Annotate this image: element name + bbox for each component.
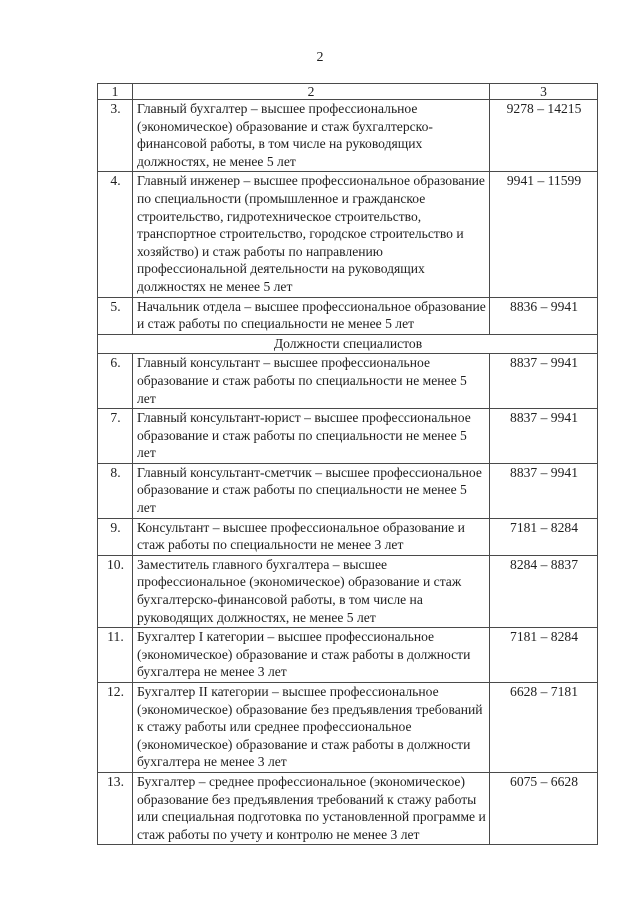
position-description: Главный бухгалтер – высшее профессиональное (экономическое) образование и стаж бухгалтерско-финансовой работы, в том числе на руководящих должностях, не менее 5 лет (133, 100, 490, 172)
row-number: 10. (98, 555, 133, 627)
table-row (98, 555, 598, 627)
position-description: Заместитель главного бухгалтера – высшее профессиональное (экономическое) образование и стаж бухгалтерско-финансовой работы, в том числе на руководящих должностях, не менее 5 лет (133, 555, 490, 627)
table-row (98, 297, 598, 334)
table-row (98, 100, 598, 172)
position-description: Главный консультант-сметчик – высшее профессиональное образование и стаж работы по специальности не менее 5 лет (133, 463, 490, 518)
salary-range: 9941 – 11599 (490, 172, 598, 297)
position-description: Главный консультант – высшее профессиональное образование и стаж работы по специальности не менее 5 лет (133, 354, 490, 409)
table-row (98, 172, 598, 297)
salary-range: 6075 – 6628 (490, 772, 598, 844)
page-number: 2 (316, 50, 324, 65)
row-number: 13. (98, 772, 133, 844)
row-number: 4. (98, 172, 133, 297)
salary-range: 8284 – 8837 (490, 555, 598, 627)
salary-range: 7181 – 8284 (490, 628, 598, 683)
row-number: 3. (98, 100, 133, 172)
position-description: Главный инженер – высшее профессиональное образование по специальности (промышленное и гражданское строительство, гидротехническое строительство, транспортное строительство, городское строительство и хозяйство) и стаж работы по направлению профессиональной деятельности на руководящих должностях не менее 5 лет (133, 172, 490, 297)
row-number: 6. (98, 354, 133, 409)
row-number: 11. (98, 628, 133, 683)
table-row (98, 628, 598, 683)
position-description: Бухгалтер I категории – высшее профессиональное (экономическое) образование и стаж работы в должности бухгалтера не менее 3 лет (133, 628, 490, 683)
row-number: 7. (98, 409, 133, 464)
section-title: Должности специалистов (98, 334, 598, 354)
column-header: 3 (490, 84, 598, 100)
row-number: 5. (98, 297, 133, 334)
position-description: Бухгалтер II категории – высшее профессиональное (экономическое) образование без предъявления требований к стажу работы или среднее профессиональное (экономическое) образование и стаж работы в должности бухгалтера не менее 3 лет (133, 683, 490, 773)
column-header: 2 (133, 84, 490, 100)
salary-range: 8837 – 9941 (490, 409, 598, 464)
salary-range: 7181 – 8284 (490, 518, 598, 555)
position-description: Бухгалтер – среднее профессиональное (экономическое) образование без предъявления требований к стажу работы или специальная подготовка по установленной программе и стаж работы по учету и контролю не менее 3 лет (133, 772, 490, 844)
section-row (98, 334, 598, 354)
position-description: Начальник отдела – высшее профессиональное образование и стаж работы по специальности не менее 5 лет (133, 297, 490, 334)
position-description: Главный консультант-юрист – высшее профессиональное образование и стаж работы по специальности не менее 5 лет (133, 409, 490, 464)
table-row (98, 409, 598, 464)
table-header-row (98, 84, 598, 100)
table-row (98, 683, 598, 773)
salary-range: 8836 – 9941 (490, 297, 598, 334)
position-description: Консультант – высшее профессиональное образование и стаж работы по специальности не менее 3 лет (133, 518, 490, 555)
salary-range: 6628 – 7181 (490, 683, 598, 773)
salary-range: 8837 – 9941 (490, 463, 598, 518)
table-row (98, 772, 598, 844)
table-row (98, 354, 598, 409)
salary-range: 9278 – 14215 (490, 100, 598, 172)
row-number: 12. (98, 683, 133, 773)
column-header: 1 (98, 84, 133, 100)
row-number: 9. (98, 518, 133, 555)
salary-range: 8837 – 9941 (490, 354, 598, 409)
row-number: 8. (98, 463, 133, 518)
positions-table (97, 83, 598, 845)
table-row (98, 518, 598, 555)
table-row (98, 463, 598, 518)
